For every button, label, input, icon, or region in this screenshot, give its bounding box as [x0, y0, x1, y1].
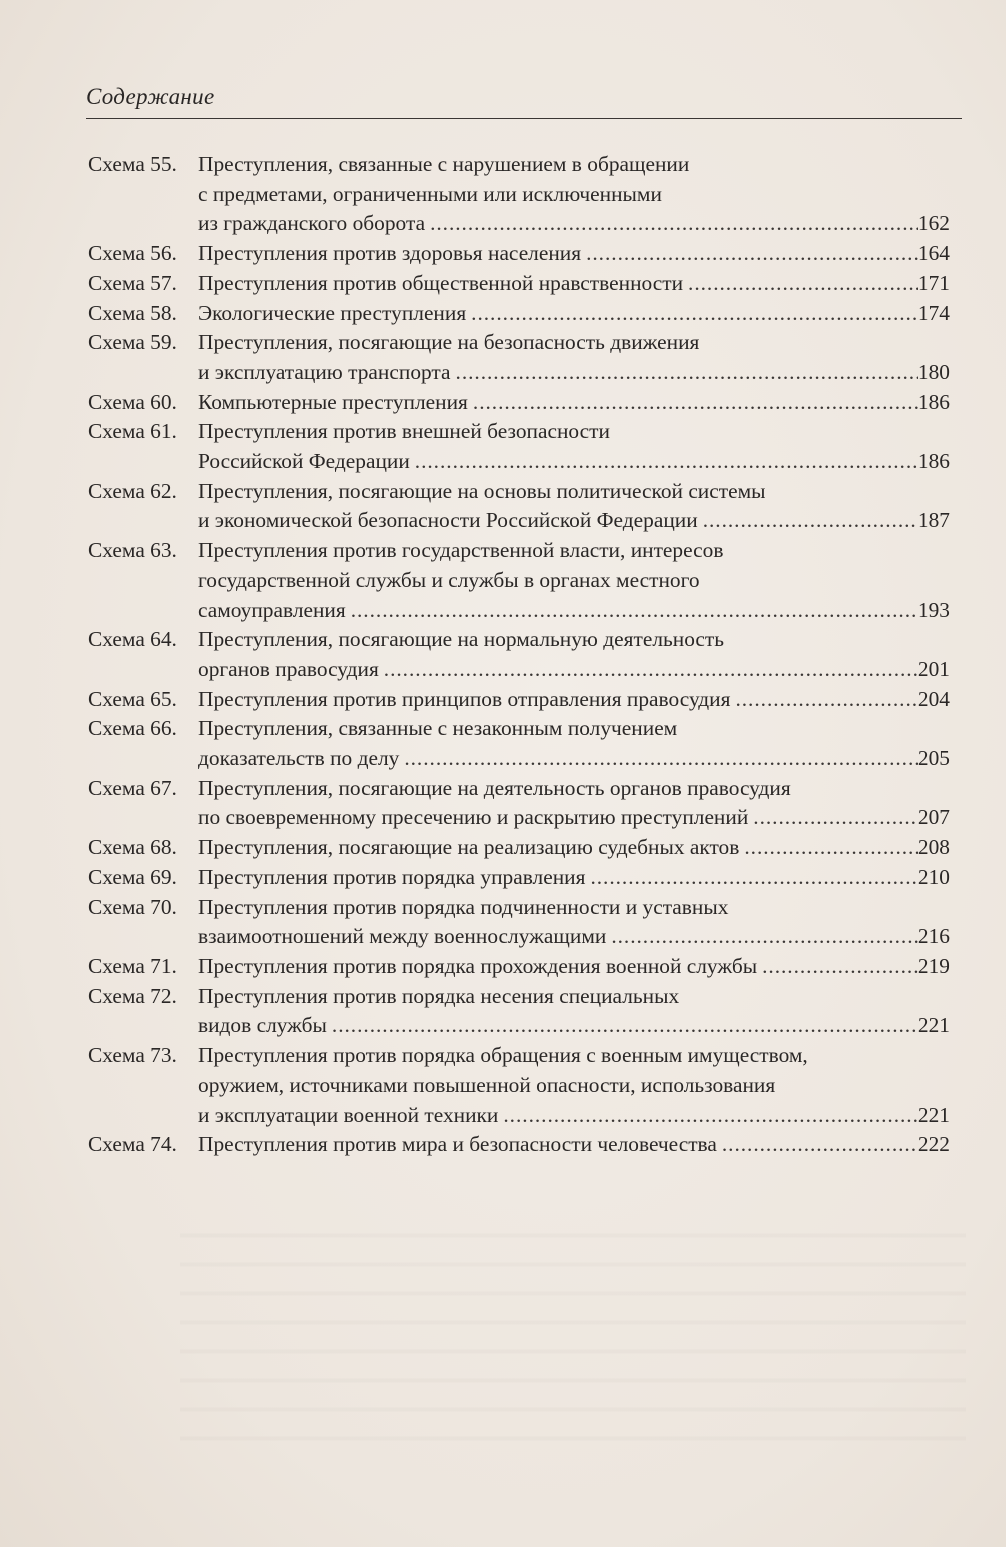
toc-entry-title-text: Преступления против общественной нравственности: [198, 270, 684, 295]
toc-entry-number: Схема 55.: [88, 152, 177, 176]
toc-entry-title-line: [198, 1130, 950, 1160]
toc-dot-leader: [698, 506, 918, 536]
toc-dot-leader: [585, 863, 917, 893]
toc-page-number: 180: [917, 359, 950, 384]
toc-entry-title-text: и эксплуатации военной техники: [198, 1102, 499, 1127]
toc-entry: [88, 774, 950, 833]
toc-entry-title-line: Преступления против внешней безопасности: [198, 419, 610, 444]
toc-entry-number: Схема 60.: [88, 389, 177, 414]
toc-entry-title: [198, 982, 950, 1041]
running-header: Содержание: [86, 84, 215, 109]
toc-entry-title-text: и экономической безопасности Российской Федерации: [198, 508, 698, 533]
toc-entry-title-line: [198, 299, 950, 329]
reverse-side-bleed-through: [180, 1215, 966, 1447]
toc-entry: [88, 477, 950, 536]
toc-dot-leader: [410, 447, 918, 477]
toc-entry: [88, 417, 950, 476]
toc-entry-title: [198, 1130, 950, 1160]
toc-entry: [88, 239, 950, 269]
toc-dot-leader: [757, 952, 918, 982]
toc-entry-title-line: [198, 596, 950, 626]
toc-entry-title-line: [198, 209, 950, 239]
toc-entry-title: [198, 388, 950, 418]
toc-entry-number: Схема 67.: [88, 775, 177, 800]
toc-entry-number: Схема 74.: [88, 1132, 177, 1157]
toc-entry-title: [198, 477, 950, 536]
toc-entry: [88, 388, 950, 418]
toc-page-number: 205: [917, 746, 950, 771]
toc-entry: [88, 536, 950, 625]
toc-page-number: 219: [917, 953, 950, 978]
toc-entry-number: Схема 62.: [88, 478, 177, 503]
toc-entry-title: [198, 863, 950, 893]
toc-entry-title-text: Преступления, посягающие на реализацию судебных актов: [198, 835, 740, 860]
toc-entry: [88, 833, 950, 863]
toc-entry-title: [198, 150, 950, 239]
toc-entry-title-line: Преступления, посягающие на безопасность движения: [198, 330, 700, 355]
toc-entry: [88, 863, 950, 893]
toc-entry-title-line: [198, 388, 950, 418]
toc-entry: [88, 685, 950, 715]
toc-entry-title: [198, 269, 950, 299]
toc-entry-title-line: с предметами, ограниченными или исключенными: [198, 181, 662, 206]
toc-entry-title-text: Преступления против порядка прохождения военной службы: [198, 953, 758, 978]
toc-entry-title-text: Экологические преступления: [198, 300, 467, 325]
toc-dot-leader: [606, 922, 918, 952]
toc-entry-title: [198, 299, 950, 329]
toc-page-number: 208: [917, 835, 950, 860]
toc-entry-title-text: Российской Федерации: [198, 449, 410, 474]
toc-entry-title-text: видов службы: [198, 1013, 327, 1038]
toc-entry-title-line: государственной службы и службы в органах местного: [198, 567, 700, 592]
toc-entry: [88, 299, 950, 329]
toc-entry-number: Схема 57.: [88, 270, 177, 295]
toc-entry: [88, 150, 950, 239]
toc-dot-leader: [748, 803, 918, 833]
toc-entry-title-line: [198, 269, 950, 299]
toc-page-number: 186: [917, 389, 950, 414]
toc-entry-title: [198, 417, 950, 476]
toc-entry: [88, 1041, 950, 1130]
toc-entry-title-line: [198, 833, 950, 863]
header-rule: [86, 118, 962, 119]
toc-dot-leader: [739, 833, 918, 863]
toc-entry-title-line: Преступления против порядка несения специальных: [198, 983, 680, 1008]
toc-entry-title: [198, 239, 950, 269]
toc-entry-title-line: Преступления против государственной власти, интересов: [198, 538, 724, 563]
toc-entry-title-text: Преступления против принципов отправления правосудия: [198, 686, 731, 711]
toc-entry-title: [198, 893, 950, 952]
toc-entry-number: Схема 66.: [88, 716, 177, 741]
toc-entry-number: Схема 56.: [88, 241, 177, 266]
toc-entry-title-text: доказательств по делу: [198, 746, 400, 771]
toc-entry-number: Схема 65.: [88, 686, 177, 711]
table-of-contents: [88, 150, 950, 1160]
toc-entry: [88, 982, 950, 1041]
toc-entry-title-line: [198, 358, 950, 388]
toc-entry-title: [198, 328, 950, 387]
toc-entry: [88, 952, 950, 982]
toc-entry-title-line: [198, 685, 950, 715]
toc-dot-leader: [466, 299, 918, 329]
toc-entry-title: [198, 952, 950, 982]
toc-dot-leader: [717, 1130, 918, 1160]
toc-entry-title-line: Преступления против порядка подчиненности и уставных: [198, 894, 729, 919]
toc-entry-title: [198, 714, 950, 773]
toc-entry-title-line: Преступления, посягающие на деятельность органов правосудия: [198, 775, 791, 800]
toc-entry: [88, 714, 950, 773]
toc-page-number: 171: [917, 270, 950, 295]
toc-entry-title-text: и эксплуатацию транспорта: [198, 359, 451, 384]
toc-dot-leader: [327, 1011, 918, 1041]
toc-dot-leader: [451, 358, 918, 388]
toc-dot-leader: [399, 744, 918, 774]
toc-entry-number: Схема 59.: [88, 330, 177, 355]
toc-entry: [88, 1130, 950, 1160]
toc-entry-title-line: [198, 447, 950, 477]
toc-entry-title: [198, 536, 950, 625]
toc-entry-title-text: Преступления против порядка управления: [198, 864, 586, 889]
toc-entry-title-text: Преступления против здоровья населения: [198, 241, 582, 266]
toc-dot-leader: [425, 209, 918, 239]
toc-entry-title-line: Преступления, связанные с незаконным получением: [198, 716, 678, 741]
toc-dot-leader: [468, 388, 918, 418]
toc-entry-title-line: [198, 922, 950, 952]
toc-page-number: 222: [917, 1132, 950, 1157]
toc-entry-title: [198, 774, 950, 833]
toc-entry-number: Схема 63.: [88, 538, 177, 563]
toc-entry-title-line: [198, 655, 950, 685]
toc-page-number: 164: [917, 241, 950, 266]
toc-entry-title-line: Преступления, посягающие на нормальную деятельность: [198, 627, 725, 652]
toc-entry-title-line: [198, 1011, 950, 1041]
toc-page-number: 193: [917, 597, 950, 622]
toc-entry-title-text: из гражданского оборота: [198, 211, 426, 236]
toc-entry-number: Схема 70.: [88, 894, 177, 919]
toc-entry-title-line: [198, 952, 950, 982]
toc-entry-title-line: Преступления, посягающие на основы политической системы: [198, 478, 766, 503]
toc-page-number: 216: [917, 924, 950, 949]
toc-dot-leader: [346, 596, 918, 626]
toc-entry-title-line: [198, 863, 950, 893]
toc-page-number: 221: [917, 1102, 950, 1127]
toc-entry-title-text: органов правосудия: [198, 656, 379, 681]
toc-dot-leader: [581, 239, 918, 269]
toc-entry-title: [198, 685, 950, 715]
toc-dot-leader: [498, 1101, 918, 1131]
toc-page-number: 186: [917, 449, 950, 474]
toc-page-number: 210: [917, 864, 950, 889]
toc-entry-title-line: [198, 1101, 950, 1131]
toc-entry-number: Схема 73.: [88, 1043, 177, 1068]
toc-dot-leader: [683, 269, 918, 299]
toc-page-number: 204: [917, 686, 950, 711]
toc-entry-number: Схема 69.: [88, 864, 177, 889]
toc-entry-number: Схема 68.: [88, 835, 177, 860]
toc-entry-title-text: самоуправления: [198, 597, 346, 622]
toc-entry-title: [198, 625, 950, 684]
toc-entry-title: [198, 833, 950, 863]
toc-entry-title-line: [198, 506, 950, 536]
toc-entry-title-text: Преступления против мира и безопасности человечества: [198, 1132, 717, 1157]
toc-entry-title-line: оружием, источниками повышенной опасности, использования: [198, 1072, 776, 1097]
toc-page-number: 207: [917, 805, 950, 830]
toc-page-number: 187: [917, 508, 950, 533]
toc-entry-title-line: Преступления, связанные с нарушением в обращении: [198, 152, 690, 176]
toc-entry-title-text: Компьютерные преступления: [198, 389, 468, 414]
toc-entry-title-line: [198, 744, 950, 774]
toc-entry: [88, 893, 950, 952]
toc-page-number: 221: [917, 1013, 950, 1038]
toc-entry-title-text: по своевременному пресечению и раскрытию преступлений: [198, 805, 749, 830]
toc-entry: [88, 625, 950, 684]
toc-page-number: 201: [917, 656, 950, 681]
toc-entry-title-line: [198, 803, 950, 833]
toc-entry-number: Схема 61.: [88, 419, 177, 444]
toc-page-number: 162: [917, 211, 950, 236]
toc-entry-title-line: [198, 239, 950, 269]
toc-entry: [88, 269, 950, 299]
toc-dot-leader: [730, 685, 917, 715]
toc-dot-leader: [379, 655, 918, 685]
toc-entry-number: Схема 71.: [88, 953, 177, 978]
toc-page-number: 174: [917, 300, 950, 325]
toc-entry-number: Схема 64.: [88, 627, 177, 652]
toc-entry-number: Схема 72.: [88, 983, 177, 1008]
toc-entry-title: [198, 1041, 950, 1130]
toc-entry-title-text: взаимоотношений между военнослужащими: [198, 924, 607, 949]
toc-entry: [88, 328, 950, 387]
toc-entry-title-line: Преступления против порядка обращения с военным имуществом,: [198, 1043, 808, 1068]
toc-entry-number: Схема 58.: [88, 300, 177, 325]
